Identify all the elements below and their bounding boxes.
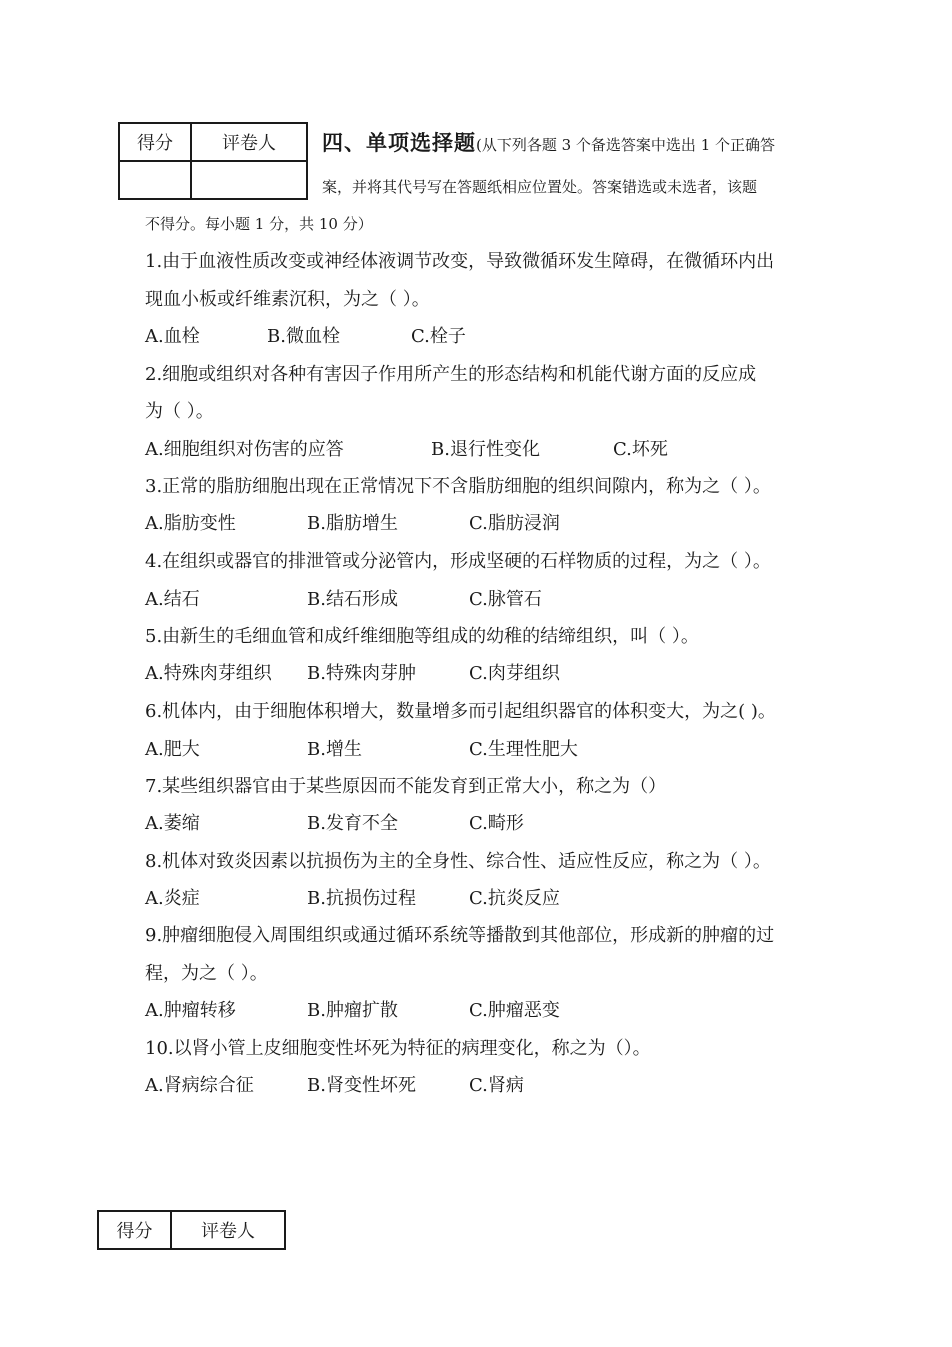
question-1-option-a[interactable]: A.血栓 xyxy=(145,326,200,347)
question-2-option-b[interactable]: B.退行性变化 xyxy=(431,439,540,460)
section-instruction-1: (从下列各题 3 个备选答案中选出 1 个正确答 xyxy=(476,136,776,154)
question-10-option-b[interactable]: B.肾变性坏死 xyxy=(307,1075,416,1096)
section-instruction-2: 案，并将其代号写在答题纸相应位置处。答案错选或未选者，该题 xyxy=(322,178,758,196)
question-7-stem: 7.某些组织器官由于某些原因而不能发育到正常大小，称之为（） xyxy=(145,776,667,797)
question-8-option-b[interactable]: B.抗损伤过程 xyxy=(307,888,416,909)
question-9-stem-line-2: 程，为之（ ）。 xyxy=(145,963,268,984)
question-4-option-c[interactable]: C.脉管石 xyxy=(469,589,542,610)
section-heading xyxy=(322,127,775,157)
question-8-stem: 8.机体对致炎因素以抗损伤为主的全身性、综合性、适应性反应，称之为（ ）。 xyxy=(145,851,771,872)
question-1-stem-line-1: 1.由于血液性质改变或神经体液调节改变，导致微循环发生障碍，在微循环内出 xyxy=(145,251,775,272)
question-8-option-c[interactable]: C.抗炎反应 xyxy=(469,888,560,909)
score-box-bottom xyxy=(97,1210,286,1250)
question-4-option-a[interactable]: A.结石 xyxy=(145,589,200,610)
question-2-stem-line-2: 为（ ）。 xyxy=(145,401,214,422)
question-9-option-b[interactable]: B.肿瘤扩散 xyxy=(307,1000,398,1021)
question-3-option-c[interactable]: C.脂肪浸润 xyxy=(469,513,560,534)
question-7-option-b[interactable]: B.发育不全 xyxy=(307,813,398,834)
question-9-option-a[interactable]: A.肿瘤转移 xyxy=(145,1000,236,1021)
score-cell[interactable] xyxy=(119,161,191,199)
section-instruction-3: 不得分。每小题 1 分，共 10 分） xyxy=(145,215,373,233)
question-3-option-b[interactable]: B.脂肪增生 xyxy=(307,513,398,534)
question-6-stem: 6.机体内，由于细胞体积增大，数量增多而引起组织器官的体积变大，为之( )。 xyxy=(145,701,776,722)
question-5-option-c[interactable]: C.肉芽组织 xyxy=(469,663,560,684)
question-1-option-c[interactable]: C.栓子 xyxy=(411,326,466,347)
question-3-option-a[interactable]: A.脂肪变性 xyxy=(145,513,236,534)
question-5-option-b[interactable]: B.特殊肉芽肿 xyxy=(307,663,416,684)
question-5-option-a[interactable]: A.特殊肉芽组织 xyxy=(145,663,272,684)
question-1-option-b[interactable]: B.微血栓 xyxy=(267,326,340,347)
section-title: 四、单项选择题 xyxy=(322,130,476,155)
question-3-stem: 3.正常的脂肪细胞出现在正常情况下不含脂肪细胞的组织间隙内，称为之（ ）。 xyxy=(145,476,771,497)
grader-label: 评卷人 xyxy=(171,1211,285,1249)
question-9-option-c[interactable]: C.肿瘤恶变 xyxy=(469,1000,560,1021)
grader-label: 评卷人 xyxy=(191,123,307,161)
question-7-option-c[interactable]: C.畸形 xyxy=(469,813,524,834)
question-10-stem: 10.以肾小管上皮细胞变性坏死为特征的病理变化，称之为（）。 xyxy=(145,1038,651,1059)
question-6-option-a[interactable]: A.肥大 xyxy=(145,739,200,760)
question-6-option-b[interactable]: B.增生 xyxy=(307,739,362,760)
question-1-stem-line-2: 现血小板或纤维素沉积，为之（ ）。 xyxy=(145,289,430,310)
score-box-top xyxy=(118,122,308,200)
question-10-option-a[interactable]: A.肾病综合征 xyxy=(145,1075,254,1096)
question-7-option-a[interactable]: A.萎缩 xyxy=(145,813,200,834)
score-label: 得分 xyxy=(98,1211,171,1249)
question-2-option-c[interactable]: C.坏死 xyxy=(613,439,668,460)
question-6-option-c[interactable]: C.生理性肥大 xyxy=(469,739,578,760)
question-4-stem: 4.在组织或器官的排泄管或分泌管内，形成坚硬的石样物质的过程，为之（ ）。 xyxy=(145,551,771,572)
grader-cell[interactable] xyxy=(191,161,307,199)
score-label: 得分 xyxy=(119,123,191,161)
question-2-stem-line-1: 2.细胞或组织对各种有害因子作用所产生的形态结构和机能代谢方面的反应成 xyxy=(145,364,757,385)
question-5-stem: 5.由新生的毛细血管和成纤维细胞等组成的幼稚的结缔组织，叫（ ）。 xyxy=(145,626,699,647)
question-10-option-c[interactable]: C.肾病 xyxy=(469,1075,524,1096)
question-2-option-a[interactable]: A.细胞组织对伤害的应答 xyxy=(145,439,344,460)
question-4-option-b[interactable]: B.结石形成 xyxy=(307,589,398,610)
question-8-option-a[interactable]: A.炎症 xyxy=(145,888,200,909)
question-9-stem-line-1: 9.肿瘤细胞侵入周围组织或通过循环系统等播散到其他部位，形成新的肿瘤的过 xyxy=(145,925,775,946)
